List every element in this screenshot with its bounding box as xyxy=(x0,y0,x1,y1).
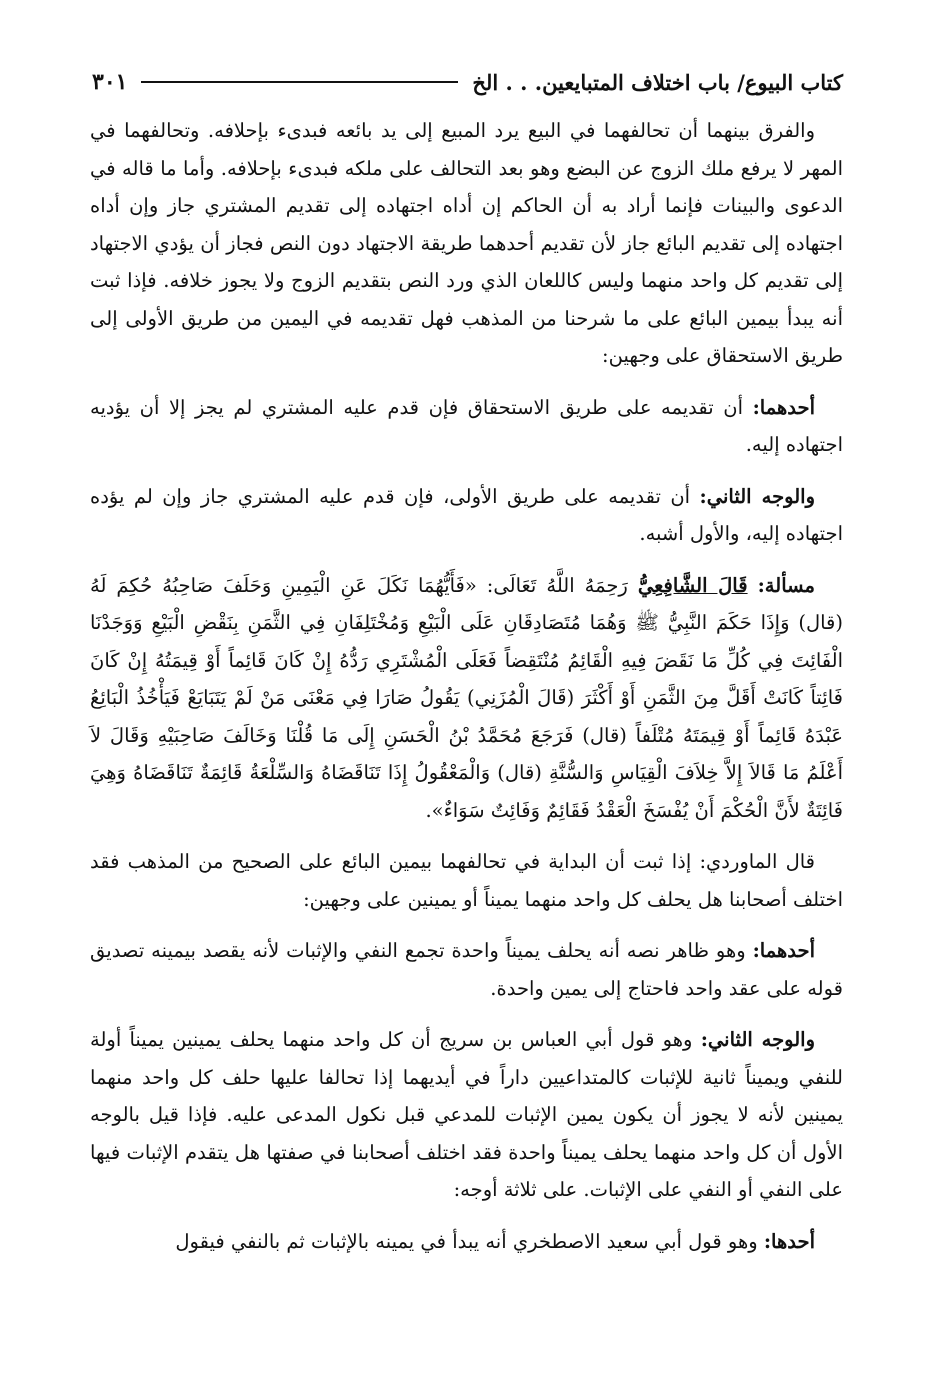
paragraph-lead-emphasis: قَالَ الشَّافِعِيُّ xyxy=(637,573,748,597)
paragraph-lead: والوجه الثاني: xyxy=(700,1028,816,1051)
paragraph-lead: أحدها: xyxy=(763,1229,815,1253)
paragraph-text: وهو قول أبي العباس بن سريج أن كل واحد منهما يحلف يمينين يميناً أولة للنفي ويميناً ثانية للإثبات كالمتداعيين داراً في أيديهما إذا تحالفا عليها حلف كل واحد منهما يمينين لأنه لا يجوز أن يكون يمين الإثبات للمدعي قبل نكول المدعى عليه. فإذا قيل بالوجه الأول أن كل واحد منهما يحلف يميناً واحدة فقد اختلف أصحابنا في صفتها هل يتقدم الإثبات فيها على النفي أو النفي على الإثبات. على ثلاثة أوجه: xyxy=(90,1028,843,1201)
paragraph-masala xyxy=(90,567,843,830)
body-text xyxy=(90,112,843,1274)
paragraph xyxy=(90,1223,843,1261)
page-number: ٣٠١ xyxy=(92,69,128,95)
paragraph xyxy=(90,478,843,553)
paragraph-text: أن تقديمه على طريق الاستحقاق فإن قدم عليه المشتري لم يجز إلا أن يؤديه اجتهاده إليه. xyxy=(90,395,843,456)
paragraph-lead: أحدهما: xyxy=(752,939,816,962)
paragraph-text: وهو ظاهر نصه أنه يحلف يميناً واحدة تجمع النفي والإثبات لأنه يقصد بيمينه تصديق قوله على عقد واحد فاحتاج إلى يمين واحدة. xyxy=(90,939,843,1000)
running-head xyxy=(92,62,843,102)
paragraph xyxy=(90,389,843,464)
paragraph-text: قال الماوردي: إذا ثبت أن البداية في تحالفهما بيمين البائع على الصحيح من المذهب فقد اختلف أصحابنا هل يحلف كل واحد منهما يميناً أو يمينين على وجهين: xyxy=(90,850,843,911)
paragraph-lead: أحدهما: xyxy=(752,395,815,419)
running-head-title: كتاب البيوع/ باب اختلاف المتبايعين. . . الخ xyxy=(472,69,843,95)
paragraph-text: وهو قول أبي سعيد الاصطخري أنه يبدأ في يمينه بالإثبات ثم بالنفي فيقول xyxy=(175,1229,758,1253)
paragraph-text: أن تقديمه على طريق الأولى، فإن قدم عليه المشتري جاز وإن لم يؤده اجتهاده إليه، والأول أشبه. xyxy=(90,484,843,545)
paragraph xyxy=(90,112,843,375)
paragraph xyxy=(90,932,843,1007)
paragraph-text: رَحِمَهُ اللَّهُ تَعَالَى: «فَأَيُّهُمَا نَكَلَ عَنِ الْيَمِينِ وَحَلَفَ صَاحِبُهُ حُكِمَ لَهُ (قال) وَإِذَا حَكَمَ النَّبِيُّ ﷺ وَهُمَا مُتَصَادِقَانِ عَلَى الْبَيْعِ وَمُخْتَلِفَانِ فِي الثَّمَنِ بِنَقْضِ الْبَيْعِ وَوَجَدْنَا الْفَائِتَ فِي كُلِّ مَا نَقَضَ فِيهِ الْقَائِمُ مُنْتَقِضاً فَعَلَى الْمُشْتَرِي رَدُّهُ إِنْ كَانَ قَائِماً أَوْ قِيمَتُهُ إِنْ كَانَ فَائِتاً كَانَتْ أَقَلَّ مِنَ الثَّمَنِ أَوْ أَكْثَرَ (قَالَ الْمُزَنِي) يَقُولُ صَارَا فِي مَعْنَى مَنْ لَمْ يَتَبَايَعْ فَيَأْخُذُ الْبَائِعُ عَبْدَهُ قَائِماً أَوْ قِيمَتَهُ مُتْلَفاً (قال) فَرَجَعَ مُحَمَّدُ بْنُ الْحَسَنِ إِلَى مَا قُلْنَا وَخَالَفَ صَاحِبَيْهِ وَقَالَ لاَ أَعْلَمُ مَا قَالاَ إِلاَّ خِلاَفَ الْقِيَاسِ وَالسُّنَّةِ (قال) وَالْمَعْقُولُ إِذَا تَنَاقَضَاهُ وَالسِّلْعَةُ قَائِمَةٌ تَنَاقَضَاهُ وَهِيَ فَائِتَةٌ لأَنَّ الْحُكْمَ أَنْ يُفْسَخَ الْعَقْدُ فَقَائِمٌ وَفَائِتٌ سَوَاءٌ». xyxy=(90,573,843,822)
paragraph xyxy=(90,843,843,918)
paragraph-text: والفرق بينهما أن تحالفهما في البيع يرد المبيع إلى يد بائعه فبدىء بإحلافه. وتحالفهما في المهر لا يرفع ملك الزوج عن البضع وهو بعد التحالف على ملكه فبدىء بإحلافه. وأما ما قاله في الدعوى والبينات فإنما أراد به أن الحاكم إن أداه اجتهاده إلى تقديم المشتري جاز وإن أداه اجتهاده إلى تقديم البائع جاز لأن تقديم أحدهما طريقة الاجتهاد دون النص فجاز أن يؤدي الاجتهاد إلى تقديم كل واحد منهما وليس كاللعان الذي ورد النص بتقديم الزوج ولا يجوز خلافه. فإذا ثبت أنه يبدأ بيمين البائع على ما شرحنا من المذهب فهل تقديمه في اليمين من طريق الأولى إلى طريق الاستحقاق على وجهين: xyxy=(90,119,843,367)
paragraph xyxy=(90,1021,843,1209)
paragraph-lead: والوجه الثاني: xyxy=(699,484,815,508)
paragraph-lead: مسألة: xyxy=(757,573,815,597)
running-head-rule xyxy=(141,81,458,83)
